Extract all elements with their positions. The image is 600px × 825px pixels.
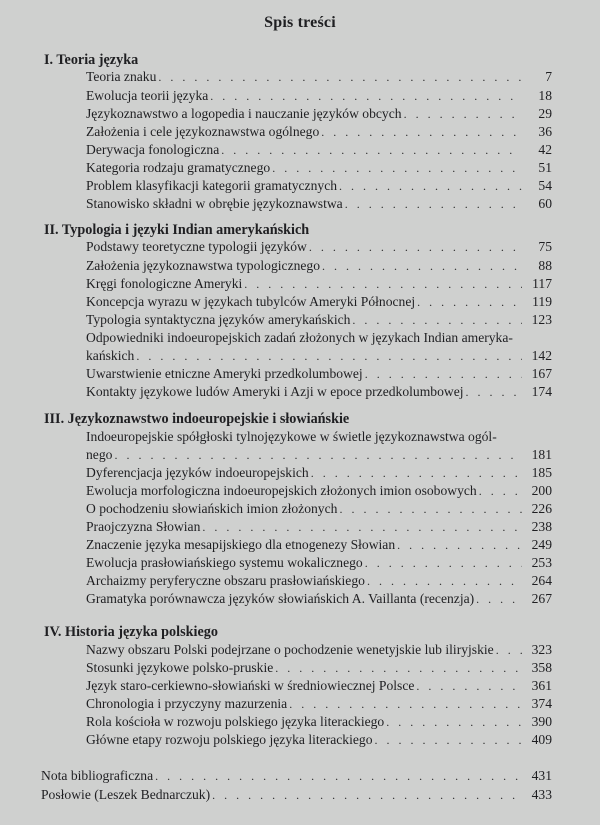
entry-page: 117: [532, 276, 552, 291]
entry-title: Dyferencjacja języków indoeuropejskich: [86, 465, 309, 480]
entry-page: 390: [531, 714, 552, 729]
entry-page: 374: [531, 696, 552, 711]
section-heading-1: I. Teoria języka: [44, 52, 139, 68]
leader-dots: [365, 554, 522, 572]
entry-title: Chronologia i przyczyny mazurzenia: [86, 696, 288, 711]
leader-dots: [114, 446, 522, 464]
toc-entry[interactable]: [86, 293, 552, 311]
leader-dots: [136, 347, 522, 365]
toc-entry[interactable]: [86, 677, 552, 695]
entry-title-line1: Indoeuropejskie spółgłoski tylnojęzykowe w świetle językoznawstwa ogól-: [86, 429, 497, 444]
toc-entry[interactable]: [86, 177, 552, 195]
entry-title: Język staro-cerkiewno-słowiański w średniowiecznej Polsce: [86, 678, 415, 693]
section-heading-3: III. Językoznawstwo indoeuropejskie i słowiańskie: [44, 411, 350, 427]
entry-title: Praojczyzna Słowian: [86, 519, 201, 534]
leader-dots: [416, 677, 522, 695]
toc-entry[interactable]: [86, 159, 552, 177]
toc-entry[interactable]: [86, 641, 552, 659]
leader-dots: [339, 500, 522, 518]
entry-title: Typologia syntaktyczna języków amerykańskich: [86, 312, 351, 327]
entry-page: 88: [538, 258, 552, 273]
toc-entry[interactable]: [86, 87, 552, 105]
leader-dots: [309, 238, 522, 256]
leader-dots: [212, 786, 522, 804]
entry-title: Koncepcja wyrazu w językach tubylców Ameryki Północnej: [86, 294, 416, 309]
entry-page: 253: [531, 555, 552, 570]
entry-page: 267: [531, 591, 552, 606]
toc-entry[interactable]: [86, 123, 552, 141]
entry-page: 409: [531, 732, 552, 747]
toc-entry[interactable]: [86, 105, 552, 123]
leader-dots: [210, 87, 522, 105]
entry-page: 167: [531, 366, 552, 381]
entry-page: 75: [538, 239, 552, 254]
leader-dots: [202, 518, 522, 536]
entry-title: Rola kościoła w rozwoju polskiego języka literackiego: [86, 714, 385, 729]
entry-page: 36: [538, 124, 552, 139]
entry-title: Stanowisko składni w obrębie językoznawstwa: [86, 196, 343, 211]
entry-title: Założenia językoznawstwa typologicznego: [86, 258, 321, 273]
entry-page: 18: [538, 88, 552, 103]
toc-entry[interactable]: [86, 383, 552, 401]
entry-title: Kręgi fonologiczne Ameryki: [86, 276, 243, 291]
leader-dots: [155, 767, 522, 785]
toc-entry[interactable]: [86, 695, 552, 713]
toc-entry[interactable]: [86, 590, 552, 608]
entry-page: 249: [531, 537, 552, 552]
toc-entry[interactable]: [86, 518, 552, 536]
toc-entry[interactable]: [86, 446, 552, 464]
entry-page: 361: [531, 678, 552, 693]
toc-entry[interactable]: [86, 500, 552, 518]
entry-title: kańskich: [86, 348, 135, 363]
entry-page: 51: [538, 160, 552, 175]
leader-dots: [397, 536, 522, 554]
toc-entry[interactable]: [86, 141, 552, 159]
entry-page: 42: [538, 142, 552, 157]
toc-entry-back-matter[interactable]: [41, 786, 552, 804]
entry-title: Archaizmy peryferyczne obszaru prasłowiańskiego: [86, 573, 365, 588]
toc-entry[interactable]: [86, 68, 552, 86]
toc-entry[interactable]: [86, 311, 552, 329]
toc-entry[interactable]: [86, 659, 552, 677]
entry-page: 119: [532, 294, 552, 309]
toc-entry[interactable]: [86, 482, 552, 500]
leader-dots: [417, 293, 522, 311]
entry-title: O pochodzeniu słowiańskich imion złożonych: [86, 501, 338, 516]
leader-dots: [367, 572, 522, 590]
toc-entry[interactable]: [86, 275, 552, 293]
leader-dots: [289, 695, 522, 713]
leader-dots: [496, 641, 522, 659]
toc-entry[interactable]: [86, 731, 552, 749]
leader-dots: [404, 105, 522, 123]
entry-page: 7: [545, 69, 552, 84]
entry-title: Główne etapy rozwoju polskiego języka literackiego: [86, 732, 373, 747]
toc-entry[interactable]: [86, 365, 552, 383]
leader-dots: [479, 482, 522, 500]
leader-dots: [365, 365, 522, 383]
entry-page: 60: [538, 196, 552, 211]
entry-title: Posłowie (Leszek Bednarczuk): [41, 787, 211, 802]
toc-entry[interactable]: [86, 536, 552, 554]
entry-page: 29: [538, 106, 552, 121]
leader-dots: [272, 159, 522, 177]
toc-entry[interactable]: [86, 464, 552, 482]
entry-title: Ewolucja teorii języka: [86, 88, 209, 103]
entry-page: 323: [531, 642, 552, 657]
leader-dots: [375, 731, 522, 749]
entry-title: Ewolucja morfologiczna indoeuropejskich złożonych imion osobowych: [86, 483, 477, 498]
leader-dots: [221, 141, 522, 159]
entry-page: 431: [531, 768, 552, 783]
entry-title: Stosunki językowe polsko-pruskie: [86, 660, 274, 675]
entry-title: Teoria znaku: [86, 69, 157, 84]
entry-title: nego: [86, 447, 113, 462]
entry-page: 358: [531, 660, 552, 675]
leader-dots: [339, 177, 522, 195]
toc-entry[interactable]: [86, 713, 552, 731]
entry-page: 200: [531, 483, 552, 498]
leader-dots: [322, 257, 522, 275]
page-title: Spis treści: [264, 14, 336, 31]
leader-dots: [352, 311, 522, 329]
entry-page: 433: [531, 787, 552, 802]
leader-dots: [466, 383, 522, 401]
entry-title: Nazwy obszaru Polski podejrzane o pochodzenie wenetyjskie lub iliryjskie: [86, 642, 494, 657]
entry-title-line1: Odpowiedniki indoeuropejskich zadań złożonych w językach Indian ameryka-: [86, 330, 513, 345]
toc-entry[interactable]: [86, 572, 552, 590]
leader-dots: [321, 123, 522, 141]
toc-entry[interactable]: [86, 238, 552, 256]
entry-title: Uwarstwienie etniczne Ameryki przedkolumbowej: [86, 366, 363, 381]
entry-title: Kontakty językowe ludów Ameryki i Azji w epoce przedkolumbowej: [86, 384, 464, 399]
toc-entry[interactable]: [86, 347, 552, 365]
toc-entry[interactable]: [86, 257, 552, 275]
entry-page: 264: [531, 573, 552, 588]
leader-dots: [275, 659, 522, 677]
entry-page: 226: [531, 501, 552, 516]
entry-page: 181: [531, 447, 552, 462]
section-heading-2: II. Typologia i języki Indian amerykańskich: [44, 222, 310, 238]
entry-title: Kategoria rodzaju gramatycznego: [86, 160, 271, 175]
section-heading-4: IV. Historia języka polskiego: [44, 624, 218, 640]
entry-title: Znaczenie języka mesapijskiego dla etnogenezy Słowian: [86, 537, 396, 552]
entry-title: Założenia i cele językoznawstwa ogólnego: [86, 124, 320, 139]
toc-entry[interactable]: [86, 195, 552, 213]
entry-page: 54: [538, 178, 552, 193]
leader-dots: [311, 464, 522, 482]
entry-title: Derywacja fonologiczna: [86, 142, 220, 157]
leader-dots: [386, 713, 522, 731]
entry-title: Podstawy teoretyczne typologii języków: [86, 239, 307, 254]
entry-title: Ewolucja prasłowiańskiego systemu wokalicznego: [86, 555, 363, 570]
entry-page: 238: [531, 519, 552, 534]
leader-dots: [158, 68, 522, 86]
leader-dots: [476, 590, 522, 608]
entry-page: 123: [531, 312, 552, 327]
entry-title: Nota bibliograficzna: [41, 768, 154, 783]
entry-page: 185: [531, 465, 552, 480]
leader-dots: [345, 195, 522, 213]
toc-entry-back-matter[interactable]: [41, 767, 552, 785]
entry-page: 142: [531, 348, 552, 363]
leader-dots: [244, 275, 522, 293]
entry-title: Gramatyka porównawcza języków słowiańskich A. Vaillanta (recenzja): [86, 591, 475, 606]
entry-page: 174: [531, 384, 552, 399]
entry-title: Językoznawstwo a logopedia i nauczanie języków obcych: [86, 106, 402, 121]
entry-title: Problem klasyfikacji kategorii gramatycznych: [86, 178, 338, 193]
toc-entry[interactable]: [86, 554, 552, 572]
